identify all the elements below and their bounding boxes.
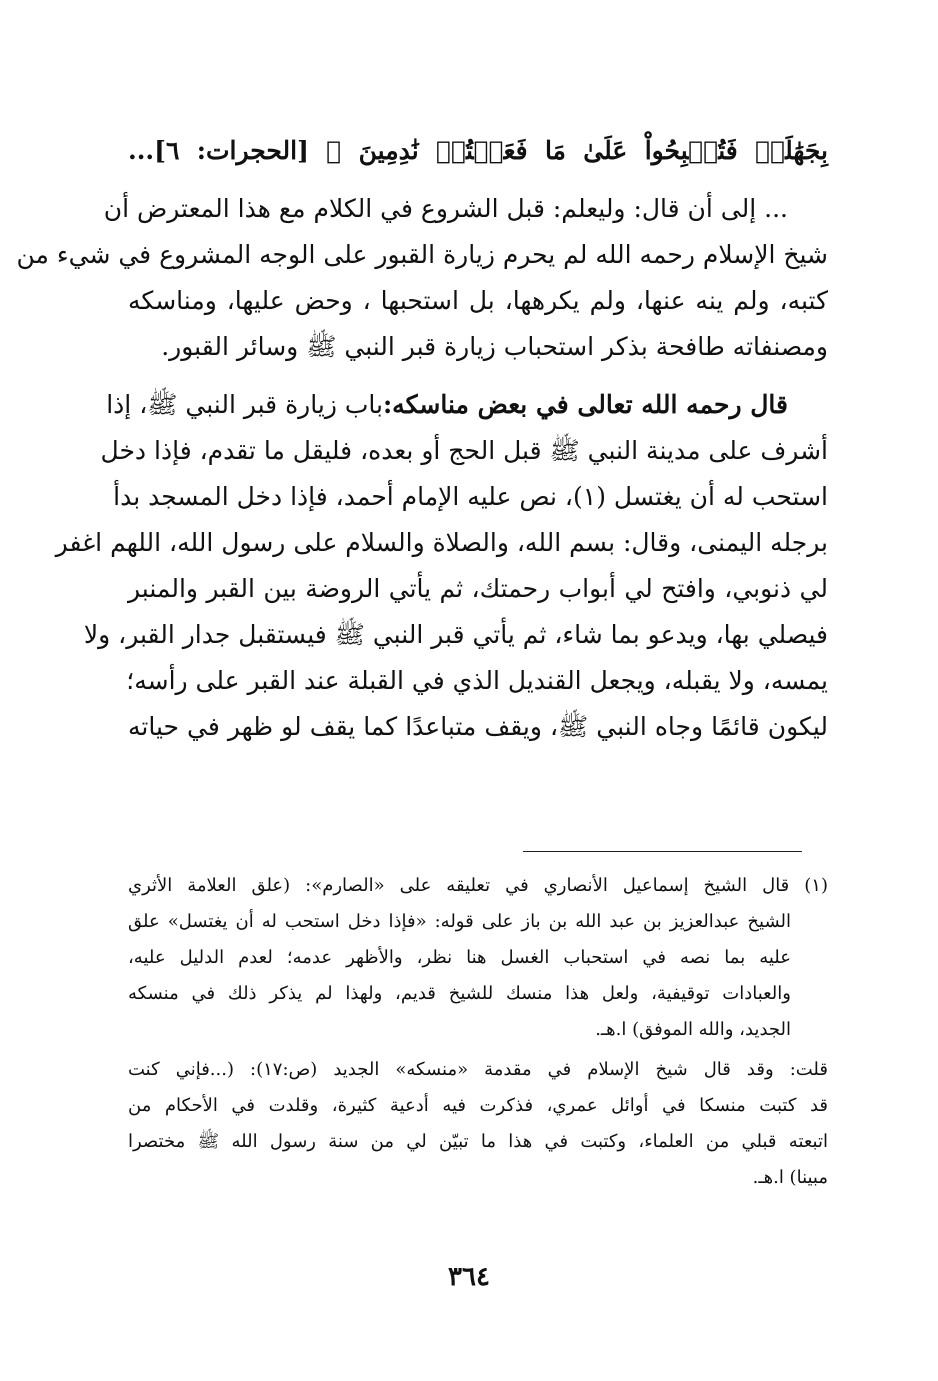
footnote-line: والعبادات توقيفية، ولعل هذا منسك للشيخ قديم، ولهذا لم يذكر ذلك في منسكه	[128, 983, 791, 1004]
main-text-body	[16, 128, 828, 750]
footnote-line: عليه بما نصه في استحباب الغسل هنا نظر، والأظهر عدمه؛ لعدم الدليل عليه،	[128, 947, 791, 968]
paragraph-line: فيصلي بها، ويدعو بما شاء، ثم يأتي قبر النبي ﷺ فيستقبل جدار القبر، ولا	[83, 620, 828, 649]
footnote-text: قال الشيخ إسماعيل الأنصاري في تعليقه على «الصارم»: (علق العلامة الأثري	[128, 875, 790, 896]
footnote-line: اتبعته قبلي من العلماء، وكتبت في هذا ما تبيّن لي من سنة رسول الله ﷺ مختصرا	[128, 1131, 828, 1152]
paragraph-line: لي ذنوبي، وافتح لي أبواب رحمتك، ثم يأتي الروضة بين القبر والمنبر	[128, 574, 828, 603]
footnote-line: الجديد، والله الموفق) ا.هـ.	[595, 1019, 791, 1040]
footnote-line: قلت: وقد قال شيخ الإسلام في مقدمة «منسكه» الجديد (ص:١٧): (...فإني كنت	[128, 1059, 828, 1080]
paragraph-line: ومصنفاته طافحة بذكر استحباب زيارة قبر النبي ﷺ وسائر القبور.	[161, 332, 828, 361]
paragraph-lead-bold: قال رحمه الله تعالى في بعض مناسكه:	[382, 390, 788, 419]
paragraph-line: يمسه، ولا يقبله، ويجعل القنديل الذي في القبلة عند القبر على رأسه؛	[126, 666, 828, 695]
footnote-line: قد كتبت منسكا في أوائل عمري، فذكرت فيه أدعية كثيرة، وقلدت في الأحكام من	[128, 1095, 828, 1116]
footnote-line: مبينا) ا.هـ.	[752, 1167, 828, 1188]
paragraph-spacer	[128, 370, 828, 382]
paragraph-line: ليكون قائمًا وجاه النبي ﷺ، ويقف متباعدًا كما يقف لو ظهر في حياته	[128, 712, 828, 741]
footnote-divider	[523, 851, 802, 852]
paragraph-line: أشرف على مدينة النبي ﷺ قبل الحج أو بعده، فليقل ما تقدم، فإذا دخل	[100, 436, 828, 465]
footnote-note	[128, 1052, 828, 1196]
footnote-line: الشيخ عبدالعزيز بن عبد الله بن باز على قوله: «فإذا دخل استحب له أن يغتسل» علق	[128, 911, 791, 932]
paragraph-spacer	[128, 174, 828, 186]
paragraph-line: شيخ الإسلام رحمه الله لم يحرم زيارة القبور على الوجه المشروع في شيء من	[16, 240, 828, 269]
quran-verse-line: بِجَهَٰلَةٖ فَتُصۡبِحُواْ عَلَىٰ مَا فَعَلۡتُمۡ نَٰدِمِينَ ﴾ [الحجرات: ٦]...	[128, 136, 828, 165]
paragraph-line: استحب له أن يغتسل (١)، نص عليه الإمام أحمد، فإذا دخل المسجد بدأ	[113, 482, 828, 511]
footnote-marker: (١)	[804, 875, 828, 896]
footnote-line-first	[128, 868, 828, 904]
paragraph-line: كتبه، ولم ينه عنها، ولم يكرهها، بل استحبها ، وحض عليها، ومناسكه	[128, 286, 828, 315]
paragraph-line: برجله اليمنى، وقال: بسم الله، والصلاة والسلام على رسول الله، اللهم اغفر	[55, 528, 828, 557]
page-number: ٣٦٤	[448, 1262, 490, 1292]
paragraph-manasik	[55, 382, 828, 750]
paragraph-lead-rest: باب زيارة قبر النبي ﷺ، إذا	[106, 390, 383, 419]
paragraph-line-first	[106, 382, 828, 428]
footnotes-section	[128, 868, 828, 1196]
footnote-1	[128, 868, 828, 1048]
paragraph-intro	[16, 186, 828, 370]
paragraph-line: ... إلى أن قال: وليعلم: قبل الشروع في الكلام مع هذا المعترض أن	[103, 194, 788, 223]
